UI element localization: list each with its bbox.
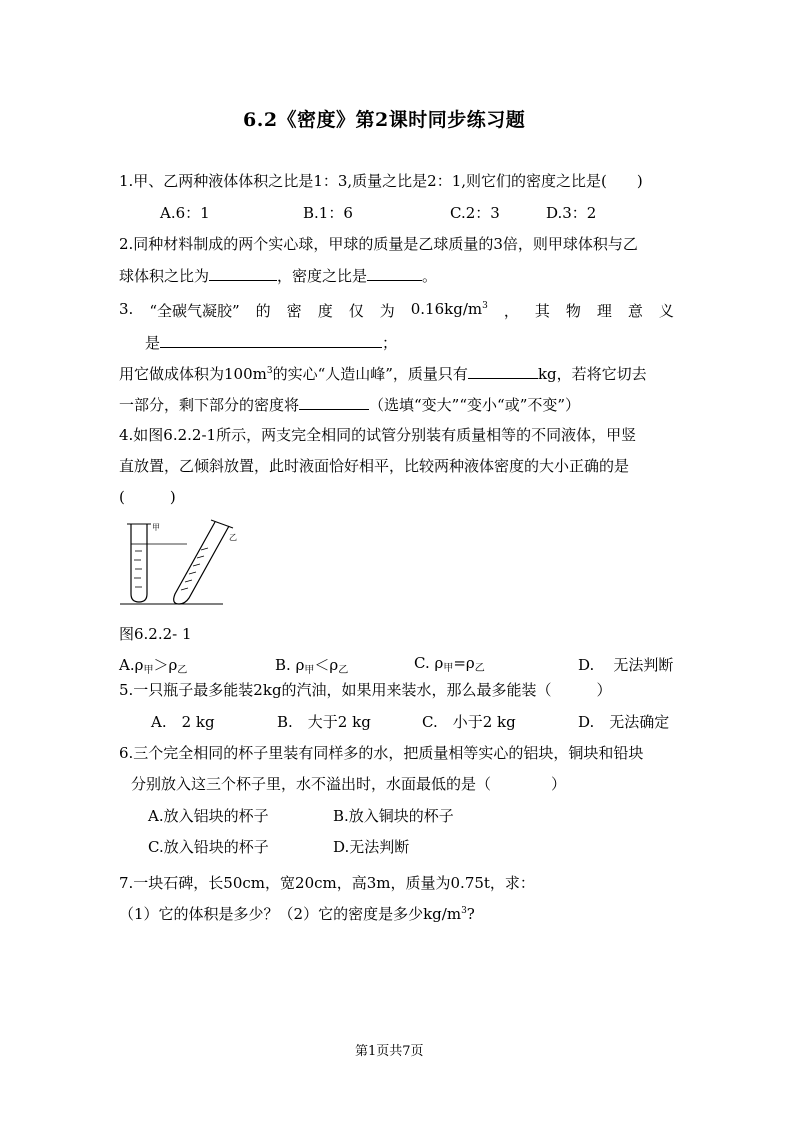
q6-line2: 分别放入这三个杯子里，水不溢出时，水面最低的是（ ） [131, 775, 567, 793]
q3-w1: 的 [255, 302, 271, 320]
q4-option-a: $A.\rho_甲>\rho_乙$ [119, 656, 188, 676]
q7-line1: 7.一块石碑，长50cm，宽20cm，高3m，质量为0.75t，求： [119, 874, 535, 892]
q1-stem: 1.甲、乙两种液体体积之比是1：3,质量之比是2：1,则它们的密度之比是( ) [119, 172, 643, 190]
q3-line3-c: kg，若将它切去 [537, 365, 647, 383]
q5-option-d: D. 无法确定 [578, 713, 670, 731]
page-footer: 第1页共7页 [355, 1044, 424, 1059]
q2-line2 [119, 264, 437, 286]
q6-line1: 6.三个完全相同的杯子里装有同样多的水，把质量相等实心的铝块，铜块和铅块 [119, 744, 644, 762]
q3-w2: 密 [286, 302, 302, 320]
q4-option-d: D. 无法判断 [578, 656, 674, 674]
q6-option-c: C.放入铅块的杯子 [148, 838, 269, 856]
test-tubes-figure [115, 516, 245, 608]
q4-line1: 4.如图6.2.2-1所示，两支完全相同的试管分别装有质量相等的不同液体，甲竖 [119, 426, 637, 444]
q3-w4: 仅 [348, 302, 364, 320]
label-jia: 甲 [152, 523, 160, 532]
q3-w3: 度 [317, 302, 333, 320]
q2-blank-volume-ratio[interactable] [209, 264, 277, 281]
q3-w10: 意 [627, 302, 643, 320]
q3-line4 [119, 393, 580, 415]
q1-option-d: D.3：2 [546, 204, 597, 222]
q3-w8: 物 [565, 302, 581, 320]
tilted-tube [174, 522, 229, 604]
q3-w9: 理 [596, 302, 612, 320]
q3-line3 [119, 362, 647, 384]
q2-line1: 2.同种材料制成的两个实心球，甲球的质量是乙球质量的3倍，则甲球体积与乙 [119, 235, 638, 253]
q4-option-b: B. $\rho_甲<\rho_乙$ [275, 656, 349, 676]
q4-figure-caption: 图6.2.2- 1 [119, 625, 192, 643]
q3-blank-density-change[interactable] [299, 393, 369, 410]
q3-line2-b: ； [382, 334, 398, 352]
label-yi: 乙 [229, 533, 237, 542]
q3-line2-a: 是 [145, 334, 161, 352]
q3-num: 3. [119, 300, 134, 318]
q3-line3-b: 的实心“人造山峰”，质量只有 [272, 365, 468, 383]
q7-line2: （1）它的体积是多少？（2）它的密度是多少$kg/m^3$? [119, 905, 475, 923]
q2-blank-density-ratio[interactable] [367, 264, 422, 281]
q4-line2: 直放置，乙倾斜放置，此时液面恰好相平，比较两种液体密度的大小正确的是 [119, 457, 630, 475]
q5-option-b: B. 大于2 kg [277, 713, 371, 731]
q3-blank-mass[interactable] [468, 362, 538, 379]
q2-text-c: 。 [422, 267, 438, 285]
q5-stem: 5.一只瓶子最多能装2kg的汽油，如果用来装水，那么最多能装（ ） [119, 681, 612, 699]
q4-line3: ( ) [119, 488, 176, 506]
q6-option-a: A.放入铝块的杯子 [148, 807, 269, 825]
page-title: 6.2《密度》第2课时同步练习题 [243, 109, 526, 131]
q3-line4-b: （选填“变大”“变小“或”不变”） [369, 396, 581, 414]
q6-option-b: B.放入铜块的杯子 [333, 807, 454, 825]
q3-w5: 为 [379, 302, 395, 320]
q3-w11: 义 [658, 302, 674, 320]
vertical-tube [131, 524, 147, 602]
q2-text-a: 球体积之比为 [119, 267, 210, 285]
q1-option-a: A.6：1 [160, 204, 210, 222]
q3-line2 [145, 331, 397, 353]
q1-option-b: B.1：6 [303, 204, 353, 222]
q2-text-b: ，密度之比是 [277, 267, 368, 285]
q6-option-d: D.无法判断 [333, 838, 410, 856]
q3-line4-a: 一部分，剩下部分的密度将 [119, 396, 300, 414]
q3-term: “全碳气凝胶” [149, 302, 240, 320]
q3-w7: 其 [534, 302, 550, 320]
q5-option-a: A. 2 kg [151, 713, 215, 731]
q3-value: $0.16kg/m^3$ [410, 300, 488, 318]
q3-line1 [119, 300, 674, 321]
q3-line3-sup: 3 [266, 366, 273, 376]
q3-w6: ， [503, 302, 519, 320]
q1-option-c: C.2：3 [450, 204, 500, 222]
q3-line3-a: 用它做成体积为100m [119, 365, 267, 383]
q4-option-c: C. $\rho_甲=\rho_乙$ [414, 654, 485, 674]
q3-blank-meaning[interactable] [160, 331, 382, 348]
q5-option-c: C. 小于2 kg [422, 713, 516, 731]
